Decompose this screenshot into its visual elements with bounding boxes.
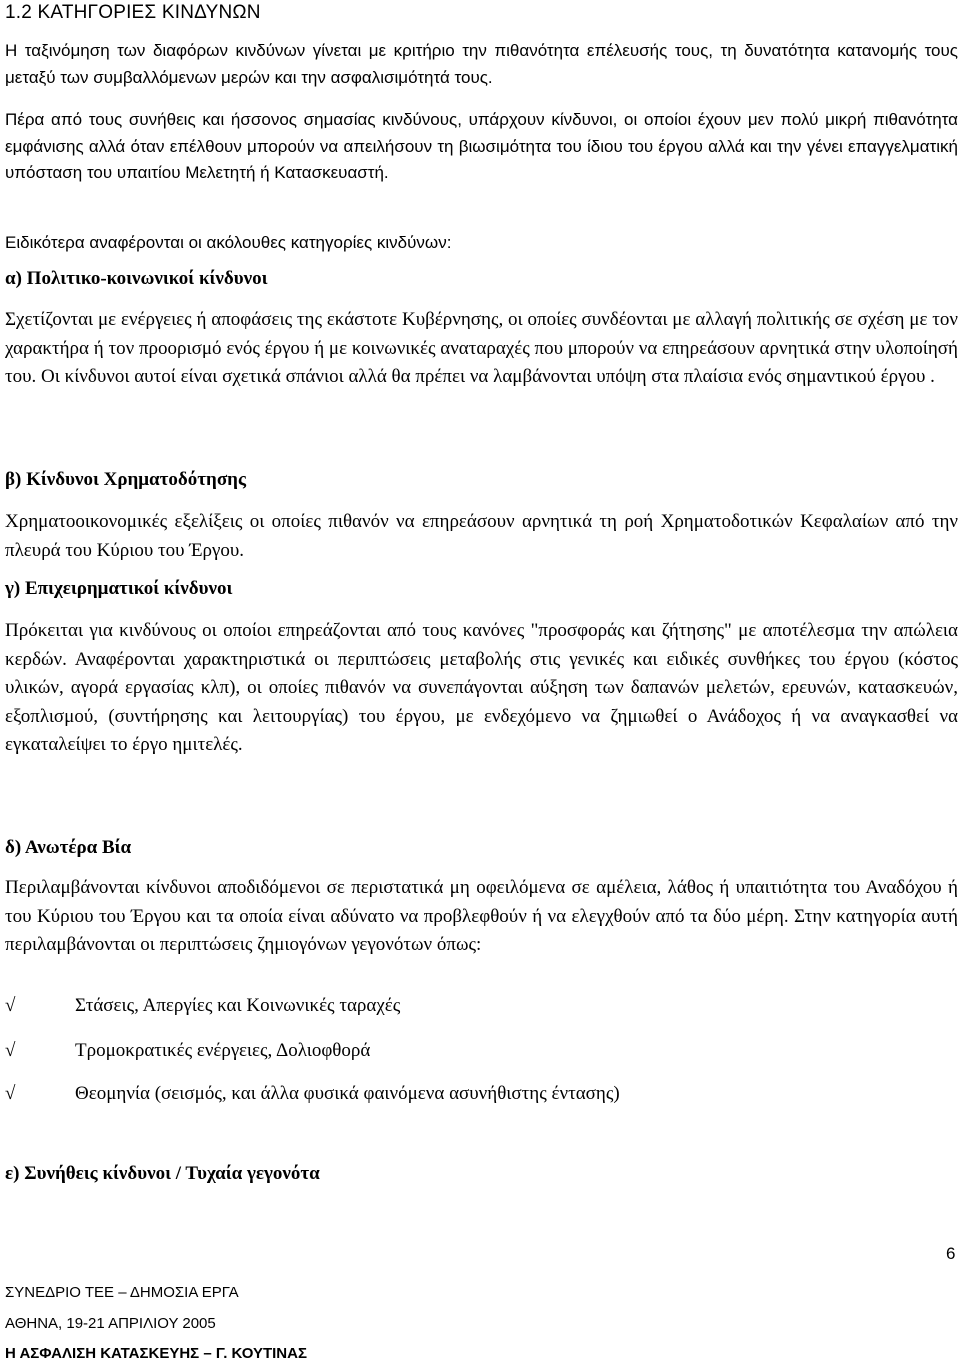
category-paragraph-force-majeure: Περιλαμβάνονται κίνδυνοι αποδιδόμενοι σε περιστατικά μη οφειλόμενα σε αμέλεια, λάθος ή υπαιτιότητα του Αναδόχου ή του Κύριου του Έργου και τα οποία είναι αδύνατο να προβλεφθούν ή να ελεγχθούν από τα δύο μέρη. Στην κατηγορία αυτή περιλαμβάνονται οι περιπτώσεις ζημιογόνων γεγονότων όπως: xyxy=(5,877,958,955)
check-mark-icon: √ xyxy=(5,995,16,1016)
intro-paragraph: Η ταξινόμηση των διαφόρων κινδύνων γίνεται με κριτήριο την πιθανότητα επέλευσής τους, τη δυνατότητα κατανομής τους μεταξύ των συμβαλλόμενων μερών και την ασφαλισιμότητά τους. xyxy=(5,41,958,87)
section-heading: 1.2 ΚΑΤΗΓΟΡΙΕΣ ΚΙΝΔΥΝΩΝ xyxy=(5,2,261,23)
bullet-item xyxy=(5,1040,370,1062)
bullet-text: Στάσεις, Απεργίες και Κοινωνικές ταραχές xyxy=(75,995,401,1016)
category-paragraph-business: Πρόκειται για κινδύνους οι οποίοι επηρεάζονται από τους κανόνες "προσφοράς και ζήτησης" με αποτέλεσμα την απώλεια κερδών. Αναφέρονται χαρακτηριστικά οι περιπτώσεις μεταβολής στις γενικές και ειδικές συνθήκες του έργου (κόστος υλικών, αγορά εργασίας κλπ), οι οποίες πιθανόν να συνεπάγονται αύξηση των δαπανών μελετών, ερευνών, κατασκευών, εξοπλισμού, (συντήρησης και λειτουργίας) του έργου, με ενδεχόμενο να ζημιωθεί ο Ανάδοχος ή να αναγκασθεί να εγκαταλείψει το έργο ημιτελές. xyxy=(5,620,958,755)
page-number: 6 xyxy=(946,1244,956,1263)
category-title-common-risks: ε) Συνήθεις κίνδυνοι / Τυχαία γεγονότα xyxy=(5,1163,320,1184)
footer-line: ΑΘΗΝΑ, 19-21 ΑΠΡΙΛΙΟΥ 2005 xyxy=(5,1315,216,1332)
bullet-text: Θεομηνία (σεισμός, και άλλα φυσικά φαινόμενα ασυνήθιστης έντασης) xyxy=(75,1083,620,1104)
category-title-political: α) Πολιτικο-κοινωνικοί κίνδυνοι xyxy=(5,268,268,289)
intro-paragraph: Ειδικότερα αναφέρονται οι ακόλουθες κατηγορίες κινδύνων: xyxy=(5,233,452,252)
category-paragraph-political: Σχετίζονται με ενέργειες ή αποφάσεις της εκάστοτε Κυβέρνησης, οι οποίες συνδέονται με αλλαγή πολιτικής σε σχέση με τον χαρακτήρα ή τον προορισμό ενός έργου ή με κοινωνικές αναταραχές που μπορούν να επηρεάσουν αρνητικά στην υλοποίησή του. Οι κίνδυνοι αυτοί είναι σχετικά σπάνιοι αλλά θα πρέπει να λαμβάνονται υπόψη στα πλαίσια ενός σημαντικού έργου . xyxy=(5,309,958,387)
bullet-item xyxy=(5,995,400,1017)
bullet-item xyxy=(5,1083,620,1105)
intro-paragraph: Πέρα από τους συνήθεις και ήσσονος σημασίας κινδύνους, υπάρχουν κίνδυνοι, οι οποίοι έχουν μεν πολύ μικρή πιθανότητα εμφάνισης αλλά όταν επέλθουν μπορούν να απειλήσουν τη βιωσιμότητα του ίδιου του έργου αλλά και την γένει επαγγελματική υπόσταση του υπαιτίου Μελετητή ή Κατασκευαστή. xyxy=(5,110,958,182)
bullet-text: Τρομοκρατικές ενέργειες, Δολιοφθορά xyxy=(75,1040,371,1061)
footer-line: ΣΥΝΕΔΡΙΟ ΤΕΕ – ΔΗΜΟΣΙΑ ΕΡΓΑ xyxy=(5,1284,239,1301)
category-title-business: γ) Επιχειρηματικοί κίνδυνοι xyxy=(5,578,233,599)
category-paragraph-financing: Χρηματοοικονομικές εξελίξεις οι οποίες πιθανόν να επηρεάσουν αρνητικά τη ροή Χρηματοδοτικών Κεφαλαίων από την πλευρά του Κύριου του Έργου. xyxy=(5,511,958,561)
category-title-financing: β) Κίνδυνοι Χρηματοδότησης xyxy=(5,469,246,490)
check-mark-icon: √ xyxy=(5,1040,16,1061)
footer-line: Η ΑΣΦΑΛΙΣΗ ΚΑΤΑΣΚΕΥΗΣ – Γ. ΚΟΥΤΙΝΑΣ xyxy=(5,1345,307,1362)
check-mark-icon: √ xyxy=(5,1083,16,1104)
category-title-force-majeure: δ) Ανωτέρα Βία xyxy=(5,837,132,858)
